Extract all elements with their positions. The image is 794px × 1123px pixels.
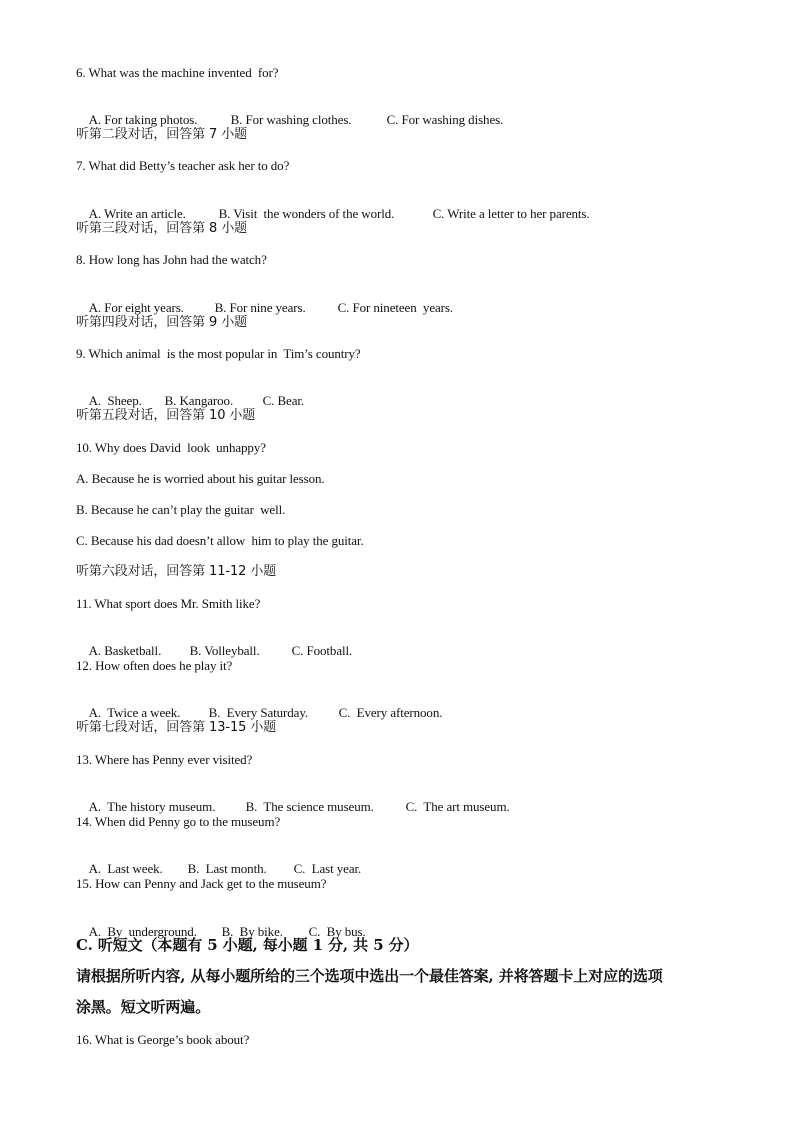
option-c: C. By bus. xyxy=(308,924,366,939)
section-heading-4: 听第四段对话，回答第 9 小题 xyxy=(76,315,248,330)
question-8: 8. How long has John had the watch? xyxy=(76,252,267,267)
option-c: C. Last year. xyxy=(293,861,362,876)
option-c: C. For nineteen years. xyxy=(337,300,454,315)
option-b: B. For nine years. xyxy=(214,300,306,315)
option-a: A. The history museum. xyxy=(88,799,216,814)
option-a: A. Basketball. xyxy=(88,643,162,658)
option-a: A. Last week. xyxy=(88,861,163,876)
option-b: B. Volleyball. xyxy=(189,643,260,658)
section-c-instruction-line-1: 请根据所听内容, 从每小题所给的三个选项中选出一个最佳答案, 并将答题卡上对应的选项 xyxy=(76,967,663,985)
question-11: 11. What sport does Mr. Smith like? xyxy=(76,596,261,611)
section-c-title: C. 听短文（本题有 5 小题, 每小题 1 分, 共 5 分） xyxy=(76,936,419,954)
question-13: 13. Where has Penny ever visited? xyxy=(76,752,253,767)
option-c: C. Bear. xyxy=(262,393,305,408)
question-6: 6. What was the machine invented for? xyxy=(76,65,279,80)
option-b: B. For washing clothes. xyxy=(230,112,352,127)
question-15: 15. How can Penny and Jack get to the museum? xyxy=(76,876,327,891)
section-c-instruction-line-2: 涂黑。短文听两遍。 xyxy=(76,998,211,1016)
option-b: B. Visit the wonders of the world. xyxy=(218,206,395,221)
option-c: C. The art museum. xyxy=(405,799,510,814)
option-b: B. By bike. xyxy=(221,924,283,939)
option-b: B. Last month. xyxy=(187,861,267,876)
option-a: A. By underground. xyxy=(88,924,197,939)
option-c: C. Football. xyxy=(291,643,353,658)
question-10-option-b: B. Because he can’t play the guitar well. xyxy=(76,502,286,517)
option-a: A. Write an article. xyxy=(88,206,186,221)
section-heading-7: 听第七段对话，回答第 13-15 小题 xyxy=(76,720,277,735)
question-14: 14. When did Penny go to the museum? xyxy=(76,814,281,829)
section-heading-6: 听第六段对话，回答第 11-12 小题 xyxy=(76,564,277,579)
question-10-option-c: C. Because his dad doesn’t allow him to play the guitar. xyxy=(76,533,364,548)
option-a: A. Sheep. xyxy=(88,393,142,408)
question-10: 10. Why does David look unhappy? xyxy=(76,440,266,455)
option-b: B. Every Saturday. xyxy=(208,705,309,720)
option-b: B. Kangaroo. xyxy=(164,393,234,408)
option-c: C. Every afternoon. xyxy=(338,705,443,720)
question-12: 12. How often does he play it? xyxy=(76,658,233,673)
section-heading-2: 听第二段对话，回答第 7 小题 xyxy=(76,127,248,142)
option-a: A. For taking photos. xyxy=(88,112,198,127)
option-b: B. The science museum. xyxy=(245,799,374,814)
option-c: C. For washing dishes. xyxy=(386,112,504,127)
question-10-option-a: A. Because he is worried about his guitar lesson. xyxy=(76,471,325,486)
option-c: C. Write a letter to her parents. xyxy=(432,206,590,221)
question-9: 9. Which animal is the most popular in Tim’s country? xyxy=(76,346,361,361)
section-heading-5: 听第五段对话，回答第 10 小题 xyxy=(76,408,256,423)
question-16: 16. What is George’s book about? xyxy=(76,1032,250,1047)
option-a: A. Twice a week. xyxy=(88,705,181,720)
option-a: A. For eight years. xyxy=(88,300,184,315)
question-7: 7. What did Betty’s teacher ask her to do? xyxy=(76,158,290,173)
section-heading-3: 听第三段对话，回答第 8 小题 xyxy=(76,221,248,236)
